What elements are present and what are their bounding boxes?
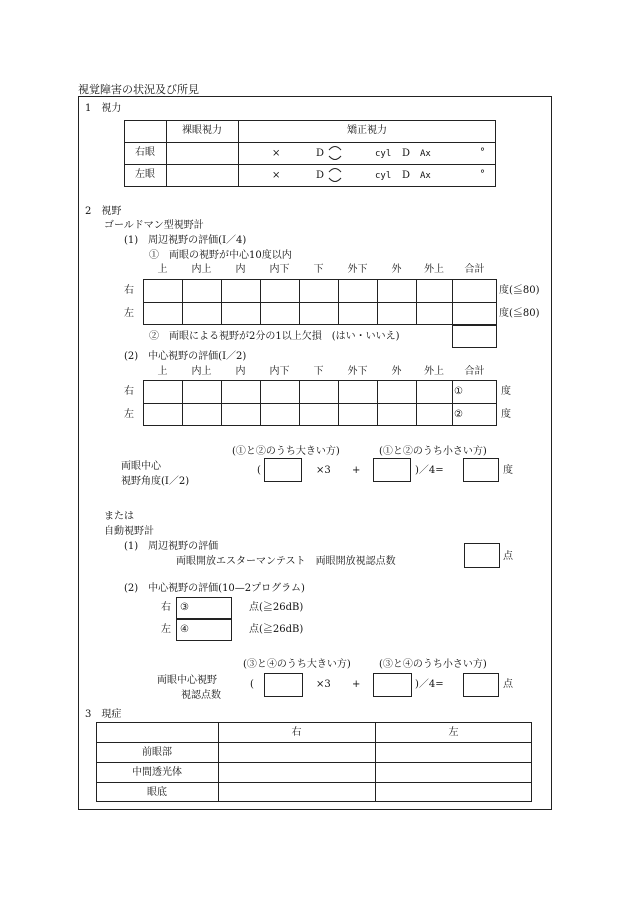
diopter-label: D: [316, 148, 325, 159]
col-naked-vision: 裸眼視力: [182, 125, 222, 136]
dir-outer-up: 外上: [424, 264, 444, 275]
times-sign: ×: [272, 170, 281, 181]
points-ge26-right: 点(≧26dB): [249, 602, 304, 613]
grid-line: [416, 380, 417, 426]
mark-1: ①: [454, 386, 463, 397]
row-left-label: 左: [124, 308, 134, 319]
row-right-label: 右: [161, 602, 171, 613]
auto-peripheral-title: (1) 周辺視野の評価: [124, 541, 219, 552]
diopter-label-2: D: [402, 148, 411, 159]
peripheral-sub-1: ① 両眼の視野が中心10度以内: [149, 250, 292, 261]
binocular-angle-label-1: 両眼中心: [121, 461, 161, 472]
deg-unit-right: 度: [501, 386, 511, 397]
times-sign: ×: [272, 148, 281, 159]
dir-inner-up: 内上: [191, 264, 212, 275]
or-label: または: [104, 511, 134, 522]
larger-points-box[interactable]: [264, 673, 303, 697]
grid-line: [143, 302, 497, 303]
smaller-points-box[interactable]: [373, 673, 412, 697]
binocular-angle-label-2: 視野角度(Ⅰ／2): [121, 476, 190, 487]
grid-line: [377, 380, 378, 426]
binocular-points-label-2: 視認点数: [181, 690, 221, 701]
larger-value-box[interactable]: [264, 458, 302, 482]
dir-outer-down: 外下: [347, 366, 368, 377]
esterman-label: 両眼開放エスターマンテスト 両眼開放視認点数: [176, 556, 396, 567]
central-eval-title: (2) 中心視野の評価(Ⅰ／2): [124, 351, 247, 362]
auto-central-title: (2) 中心視野の評価(10—2プログラム): [124, 583, 305, 594]
deg-limit-left: 度(≦80): [499, 308, 540, 319]
dir-inner-down: 内下: [269, 366, 290, 377]
peripheral-sub-2: ② 両眼による視野が2分の1以上欠損 (はい・いいえ): [149, 331, 400, 342]
dir-inner-up: 内上: [191, 366, 212, 377]
plus-sign: +: [352, 465, 361, 476]
grid-line: [260, 279, 261, 325]
points-unit: 点: [503, 551, 513, 562]
grid-line: [143, 403, 497, 404]
page-title: 視覚障害の状況及び所見: [78, 83, 199, 96]
degree-sign: °: [480, 169, 485, 180]
esterman-score-box[interactable]: [464, 543, 500, 568]
cyl-label: cyl: [375, 149, 392, 159]
dir-total: 合計: [464, 366, 485, 377]
cylinder-lens-icon: [327, 143, 343, 163]
dir-outer: 外: [391, 264, 402, 275]
grid-line: [452, 380, 453, 426]
deg-unit: 度: [503, 465, 513, 476]
grid-line: [221, 380, 222, 426]
dir-inner-down: 内下: [269, 264, 290, 275]
dir-outer-up: 外上: [424, 366, 444, 377]
grid-line: [96, 762, 532, 763]
degree-sign: °: [480, 147, 485, 158]
section-1-heading: 1 視力: [85, 103, 122, 114]
times-three: ×3: [316, 465, 331, 476]
axis-label: Ax: [420, 171, 431, 181]
larger-of-1-2: (①と②のうち大きい方): [232, 446, 340, 457]
points-unit: 点: [503, 679, 513, 690]
diopter-label-2: D: [402, 170, 411, 181]
dir-outer-down: 外下: [347, 264, 368, 275]
dir-outer: 外: [391, 366, 402, 377]
auto-perimeter-label: 自動視野計: [104, 526, 154, 537]
table-divider: [124, 142, 496, 143]
row-intermediate-media: 中間透光体: [132, 767, 182, 778]
goldmann-label: ゴールドマン型視野計: [104, 220, 204, 231]
grid-line: [452, 279, 453, 325]
col-corrected-vision: 矯正視力: [347, 125, 387, 136]
smaller-of-3-4: (③と④のうち小さい方): [379, 659, 487, 670]
col-right: 右: [291, 727, 302, 738]
deg-unit-left: 度: [501, 409, 511, 420]
smaller-value-box[interactable]: [373, 458, 411, 482]
row-fundus: 眼底: [147, 787, 167, 798]
grid-line: [221, 279, 222, 325]
section-2-heading: 2 視野: [85, 206, 122, 217]
open-paren: (: [250, 679, 254, 690]
row-left-label: 左: [161, 624, 171, 635]
grid-line: [338, 380, 339, 426]
open-paren: (: [257, 465, 261, 476]
dir-inner: 内: [235, 366, 246, 377]
binocular-points-label-1: 両眼中心視野: [157, 675, 217, 686]
points-ge26-left: 点(≧26dB): [249, 624, 304, 635]
cylinder-lens-icon: [327, 165, 343, 185]
div-four: )／4=: [415, 679, 444, 690]
dir-down: 下: [313, 366, 324, 377]
dir-down: 下: [313, 264, 324, 275]
dir-total: 合計: [464, 264, 485, 275]
section-3-heading: 3 現症: [85, 709, 122, 720]
grid-line: [260, 380, 261, 426]
smaller-of-1-2: (①と②のうち小さい方): [379, 446, 487, 457]
half-loss-box[interactable]: [452, 325, 497, 348]
larger-of-3-4: (③と④のうち大きい方): [243, 659, 351, 670]
row-left-label: 左: [124, 409, 134, 420]
times-three: ×3: [316, 679, 331, 690]
diopter-label: D: [316, 170, 325, 181]
grid-line: [416, 279, 417, 325]
dir-up: 上: [157, 366, 168, 377]
dir-inner: 内: [235, 264, 246, 275]
grid-line: [338, 279, 339, 325]
row-right-label: 右: [124, 386, 134, 397]
binocular-angle-result-box[interactable]: [463, 458, 499, 482]
table-divider: [124, 164, 496, 165]
grid-line: [377, 279, 378, 325]
cyl-label: cyl: [375, 171, 392, 181]
grid-line: [182, 279, 183, 325]
grid-line: [96, 742, 532, 743]
deg-limit-right: 度(≦80): [499, 285, 540, 296]
grid-line: [182, 380, 183, 426]
plus-sign: +: [352, 679, 361, 690]
row-anterior-segment: 前眼部: [142, 747, 172, 758]
axis-label: Ax: [420, 149, 431, 159]
binocular-points-result-box[interactable]: [463, 673, 499, 697]
row-left-eye: 左眼: [135, 169, 155, 180]
div-four: )／4=: [415, 465, 444, 476]
grid-line: [299, 279, 300, 325]
mark-3: ③: [180, 602, 189, 613]
row-right-label: 右: [124, 285, 134, 296]
mark-2: ②: [454, 409, 463, 420]
mark-4: ④: [180, 624, 189, 635]
row-right-eye: 右眼: [135, 147, 155, 158]
grid-line: [299, 380, 300, 426]
dir-up: 上: [157, 264, 168, 275]
grid-line: [96, 782, 532, 783]
col-left: 左: [448, 727, 459, 738]
peripheral-eval-title: (1) 周辺視野の評価(Ⅰ／4): [124, 235, 247, 246]
